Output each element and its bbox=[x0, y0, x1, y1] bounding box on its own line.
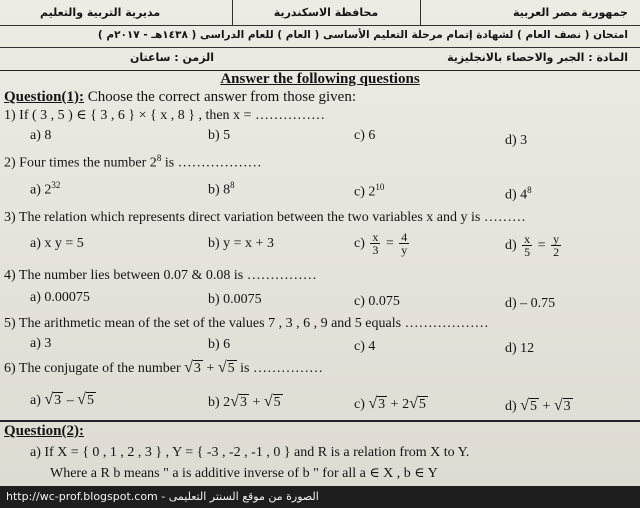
sqrt: √3 bbox=[553, 397, 571, 414]
q1-item4-option-c: c) 0.075 bbox=[354, 294, 400, 309]
q1-item3-option-d: d) $\frac{x}{5}$ = $\frac{y}{2}$ bbox=[505, 232, 560, 260]
header-country: جمهورية مصر العربية bbox=[513, 6, 628, 19]
question-divider bbox=[0, 420, 640, 422]
header-time: الزمن : ساعتان bbox=[130, 51, 214, 64]
q1-heading-line bbox=[4, 89, 356, 105]
sqrt: √3 bbox=[184, 359, 201, 376]
q1-item3-option-c: c) $\frac{x}{3}$ = $\frac{4}{y}$ bbox=[354, 230, 408, 258]
q1-item5-option-b: b) 6 bbox=[208, 337, 231, 352]
header-governorate: محافظة الاسكندرية bbox=[273, 6, 379, 19]
q1-instruction: Choose the correct answer from those given: bbox=[87, 89, 356, 105]
q1-item4-stem: 4) The number lies between 0.07 & 0.08 is …………… bbox=[4, 268, 317, 283]
q2-heading: Question(2): bbox=[4, 423, 84, 439]
q1-item6-option-b: b) 2√3 + √5 bbox=[208, 393, 281, 410]
fraction: $\frac{y}{2}$ bbox=[553, 232, 560, 260]
q1-item1-option-c: c) 6 bbox=[354, 128, 376, 143]
q1-item5-stem: 5) The arithmetic mean of the set of the values 7 , 3 , 6 , 9 and 5 equals ……………… bbox=[4, 316, 489, 331]
q1-item3-option-a: a) x y = 5 bbox=[30, 236, 84, 251]
q1-item4-option-a: a) 0.00075 bbox=[30, 290, 90, 305]
q1-item2-option-a: a) $2^{32}$ bbox=[30, 180, 61, 198]
q1-item1-stem: 1) If ( 3 , 5 ) ∈ { 3 , 6 } × { x , 8 } , then x = …………… bbox=[4, 108, 325, 123]
exam-header bbox=[0, 0, 640, 71]
sqrt: √5 bbox=[520, 397, 537, 414]
page-title: Answer the following questions bbox=[220, 71, 420, 87]
q1-item4-option-b: b) 0.0075 bbox=[208, 292, 262, 307]
q1-item1-option-d: d) 3 bbox=[505, 133, 528, 148]
q1-item1-option-b: b) 5 bbox=[208, 128, 231, 143]
q1-item3-stem: 3) The relation which represents direct variation between the two variables x and y is ……… bbox=[4, 210, 526, 225]
q1-item6-option-a: a) √3 – √5 bbox=[30, 391, 94, 408]
fraction: $\frac{x}{3}$ bbox=[372, 230, 379, 258]
q1-item2-option-d: d) $4^8$ bbox=[505, 185, 532, 203]
q1-item5-option-c: c) 4 bbox=[354, 339, 376, 354]
q1-item4-option-d: d) – 0.75 bbox=[505, 296, 556, 311]
sqrt: √5 bbox=[217, 359, 235, 376]
q1-item1-option-a: a) 8 bbox=[30, 128, 52, 143]
header-directorate: مديرية التربية والتعليم bbox=[40, 6, 161, 19]
watermark-footer bbox=[0, 486, 640, 508]
sqrt: √5 bbox=[77, 391, 94, 408]
q1-item5-option-d: d) 12 bbox=[505, 341, 535, 356]
sqrt: √3 bbox=[230, 393, 247, 410]
q1-item2-stem: 2) Four times the number $2^8$ is ……………… bbox=[4, 153, 262, 171]
q2-line2: Where a R b means " a is additive inverse of b " for all a ∈ X , b ∈ Y bbox=[50, 466, 438, 481]
fraction: $\frac{x}{5}$ bbox=[524, 232, 531, 260]
sqrt: √5 bbox=[409, 395, 426, 412]
q2-line1: a) If X = { 0 , 1 , 2 , 3 } , Y = { -3 , -2 , -1 , 0 } and R is a relation from X to Y. bbox=[30, 445, 470, 460]
fraction: $\frac{4}{y}$ bbox=[401, 230, 408, 258]
q1-item2-option-c: c) $2^{10}$ bbox=[354, 182, 385, 200]
sqrt: √5 bbox=[263, 393, 281, 410]
header-subject: المادة : الجبر والاحصاء بالانجليزية bbox=[447, 51, 628, 64]
footer-text: الصورة من موقع السنتر التعليمى - http://wc-prof.blogspot.com bbox=[6, 490, 319, 503]
q1-item6-option-d: d) √5 + √3 bbox=[505, 397, 571, 414]
q1-item6-stem: 6) The conjugate of the number √3 + √5 is …………… bbox=[4, 359, 323, 376]
q1-item3-option-b: b) y = x + 3 bbox=[208, 236, 274, 251]
sqrt: √3 bbox=[44, 391, 62, 408]
q1-item5-option-a: a) 3 bbox=[30, 336, 52, 351]
q1-heading: Question(1): bbox=[4, 89, 84, 105]
q1-item6-option-c: c) √3 + 2√5 bbox=[354, 395, 426, 412]
q1-item2-option-b: b) $8^8$ bbox=[208, 180, 235, 198]
sqrt: √3 bbox=[368, 395, 386, 412]
header-exam-line: امتحان ( نصف العام ) لشهادة إتمام مرحلة التعليم الأساسى ( العام ) للعام الدراسى ( ١٤٣٨هـ - ٢٠١٧م ) bbox=[97, 29, 628, 41]
